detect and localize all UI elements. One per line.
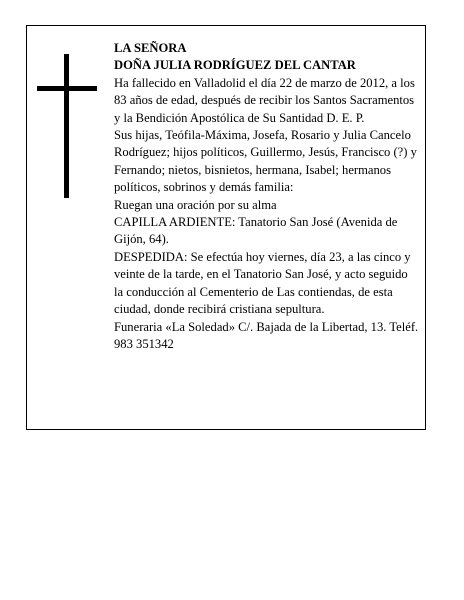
obituary-notice — [26, 25, 426, 430]
chapel-info: CAPILLA ARDIENTE: Tanatorio San José (Avenida de Gijón, 64). — [114, 215, 398, 247]
family-list: Sus hijas, Teófila-Máxima, Josefa, Rosario y Julia Cancelo Rodríguez; hijos políticos, Guillermo, Jesús, Francisco (?) y Fernando; nietos, bisnietos, hermana, Isabel; hermanos políticos, sobrinos y demás familia: — [114, 128, 417, 195]
cross-vertical-bar — [64, 54, 69, 198]
cross-icon — [37, 54, 97, 198]
funeral-home-info: Funeraria «La Soledad» C/. Bajada de la Libertad, 13. Teléf. 983 351342 — [114, 319, 419, 351]
notice-title: LA SEÑORA — [114, 41, 187, 55]
notice-text — [114, 40, 419, 353]
deceased-name: DOÑA JULIA RODRÍGUEZ DEL CANTAR — [114, 58, 356, 73]
farewell-info: DESPEDIDA: Se efectúa hoy viernes, día 23, a las cinco y veinte de la tarde, en el Tanatorio San José, y acto seguido la conducción al Cementerio de Las contiendas, de esta ciudad, donde recibirá cristiana sepultura. — [114, 249, 411, 317]
prayer-request: Ruegan una oración por su alma — [114, 197, 277, 212]
death-announcement: Ha fallecido en Valladolid el día 22 de marzo de 2012, a los 83 años de edad, después de recibir los Santos Sacramentos y la Bendición Apostólica de Su Santidad D. E. P. — [114, 75, 415, 125]
cross-horizontal-bar — [37, 86, 97, 91]
